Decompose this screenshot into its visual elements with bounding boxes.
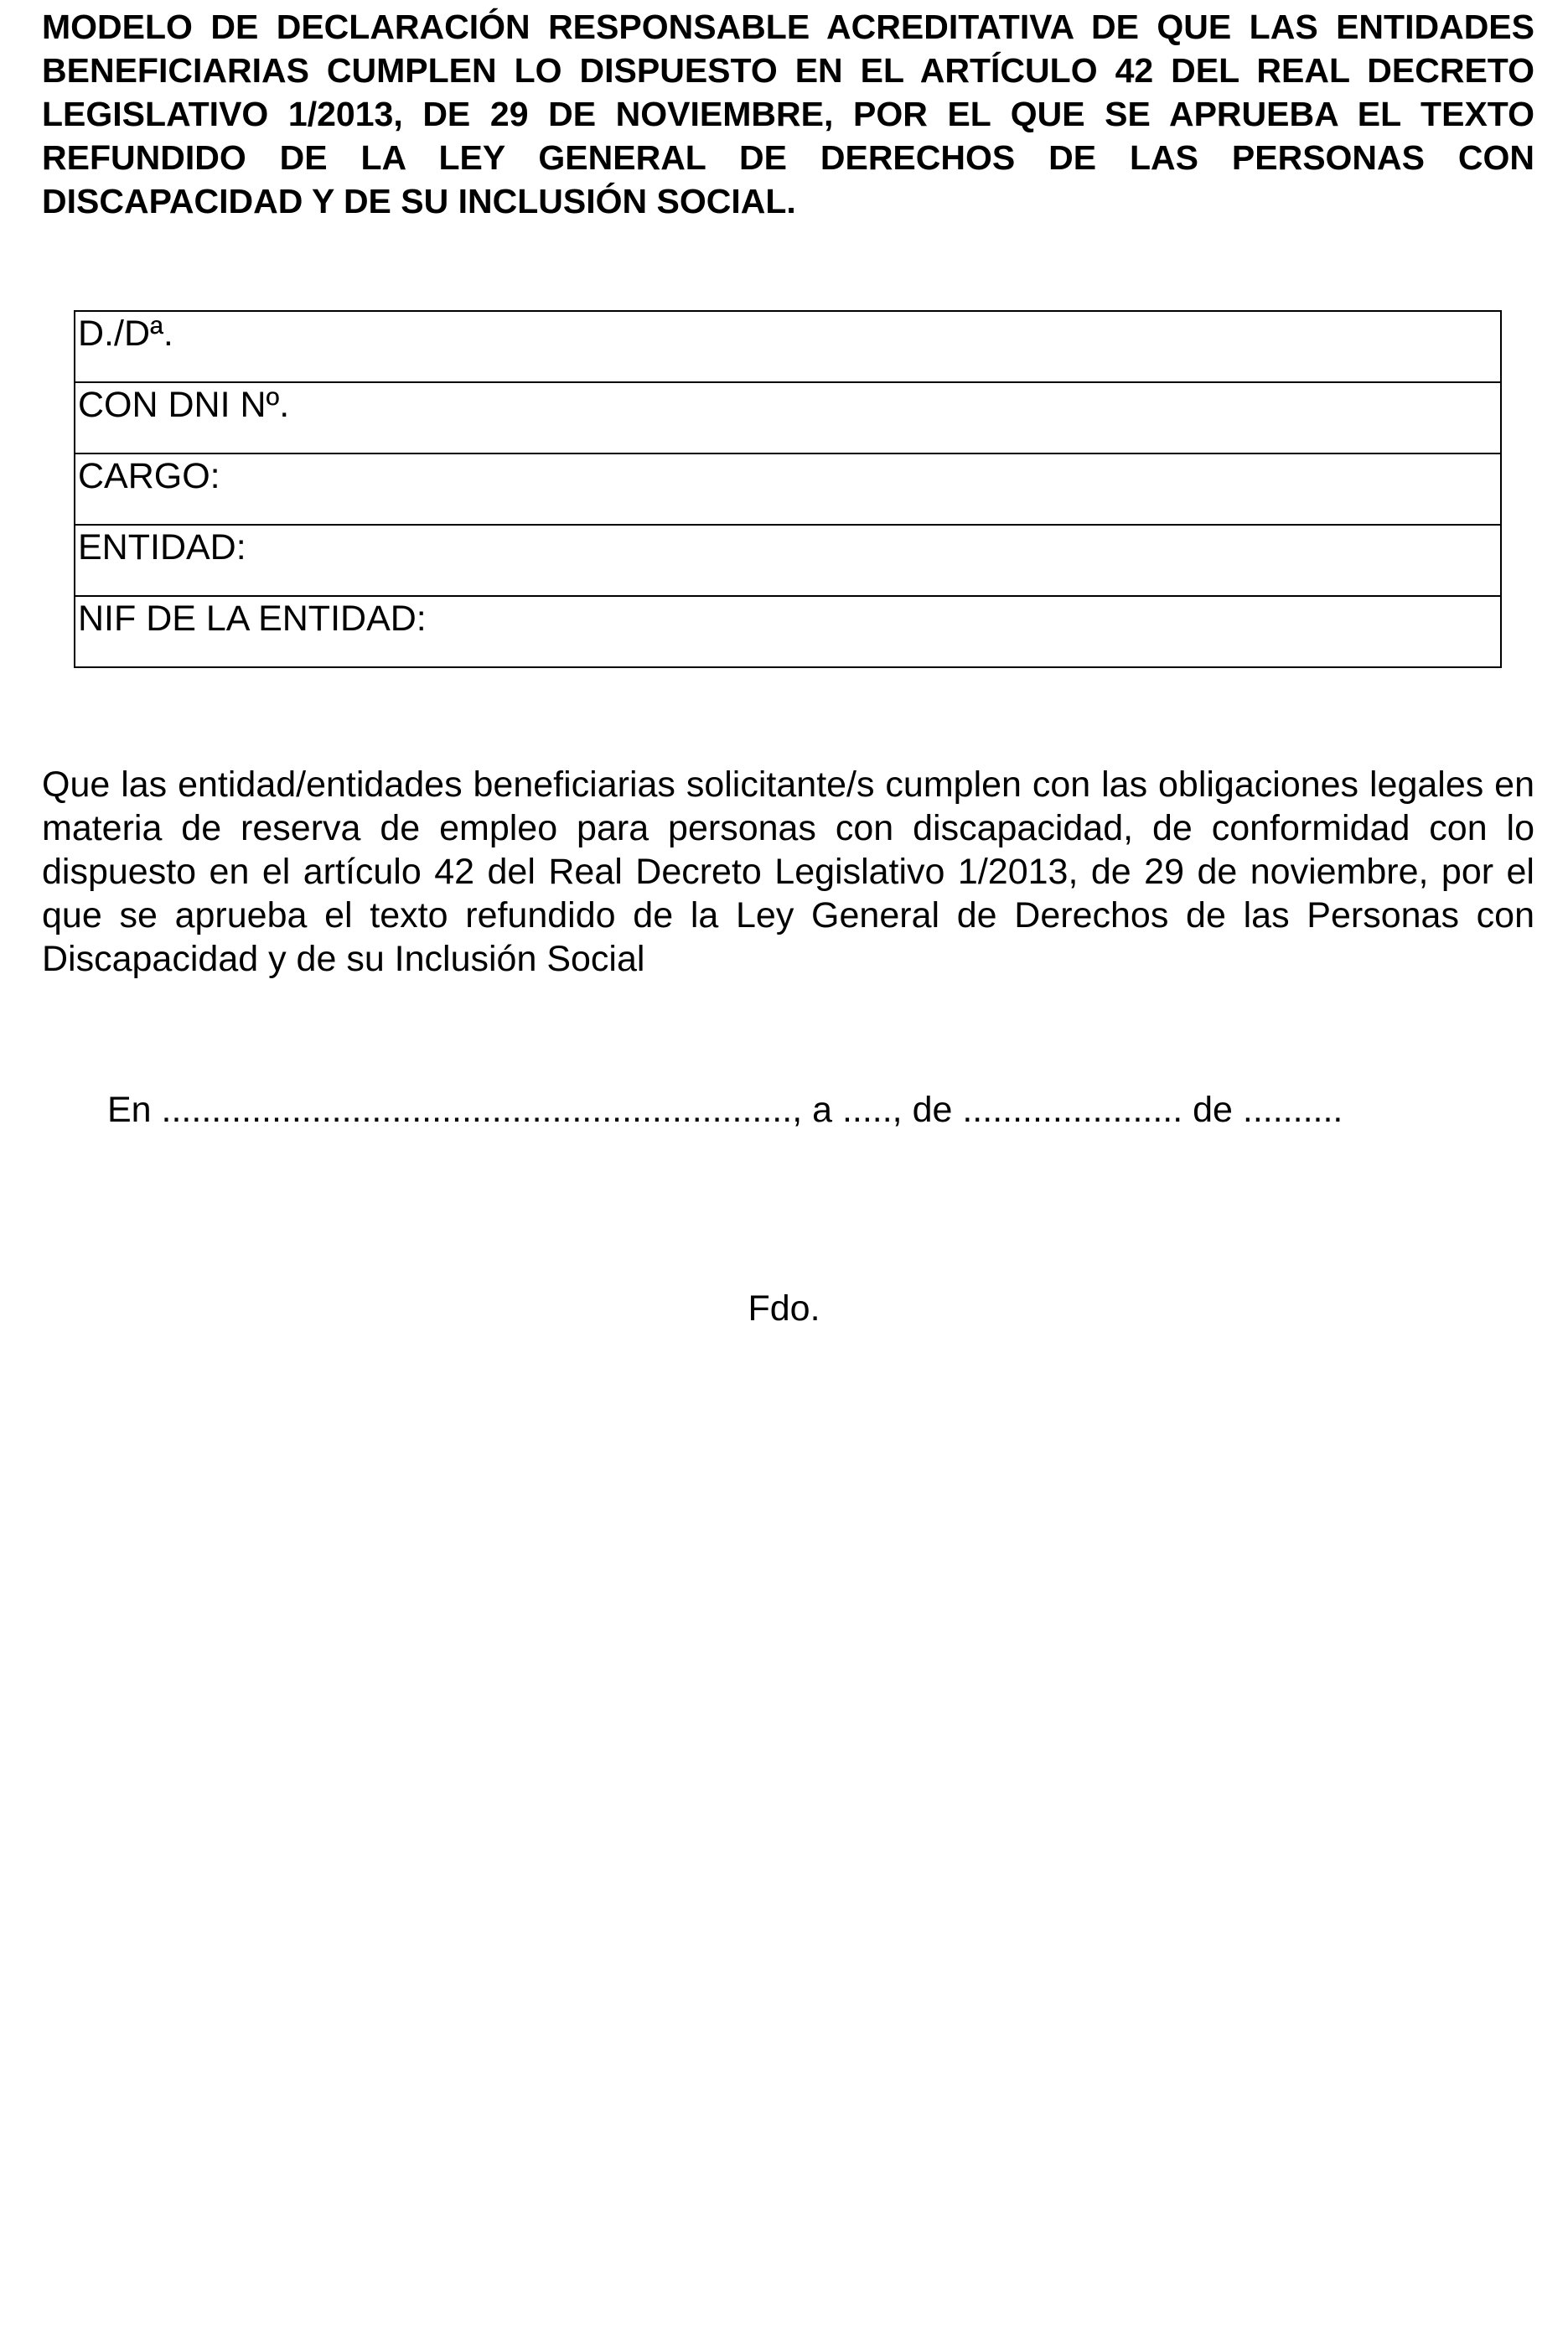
dni-field[interactable]: CON DNI Nº. <box>75 382 1501 453</box>
table-row <box>75 382 1501 453</box>
declarant-name-field[interactable]: D./Dª. <box>75 311 1501 382</box>
place-date-line[interactable]: En ..............................................................., a ....., de ...................... de .......... <box>107 1090 1343 1130</box>
declaration-paragraph: Que las entidad/entidades beneficiarias solicitante/s cumplen con las obligaciones legales en materia de reserva de empleo para personas con discapacidad, de conformidad con lo dispuesto en el artículo 42 del Real Decreto Legislativo 1/2013, de 29 de noviembre, por el que se aprueba el texto refundido de la Ley General de Derechos de las Personas con Discapacidad y de su Inclusión Social <box>42 764 1534 979</box>
table-row <box>75 453 1501 525</box>
table-row <box>75 596 1501 667</box>
signature-label: Fdo. <box>748 1288 820 1329</box>
declarant-data-table <box>74 310 1502 668</box>
position-field[interactable]: CARGO: <box>75 453 1501 525</box>
page-title: MODELO DE DECLARACIÓN RESPONSABLE ACREDITATIVA DE QUE LAS ENTIDADES BENEFICIARIAS CUMPLEN LO DISPUESTO EN EL ARTÍCULO 42 DEL REAL DECRETO LEGISLATIVO 1/2013, DE 29 DE NOVIEMBRE, POR EL QUE SE APRUEBA EL TEXTO REFUNDIDO DE LA LEY GENERAL DE DERECHOS DE LAS PERSONAS CON DISCAPACIDAD Y DE SU INCLUSIÓN SOCIAL. <box>42 8 1534 220</box>
entity-nif-field[interactable]: NIF DE LA ENTIDAD: <box>75 596 1501 667</box>
table-row <box>75 311 1501 382</box>
entity-field[interactable]: ENTIDAD: <box>75 525 1501 596</box>
table-row <box>75 525 1501 596</box>
